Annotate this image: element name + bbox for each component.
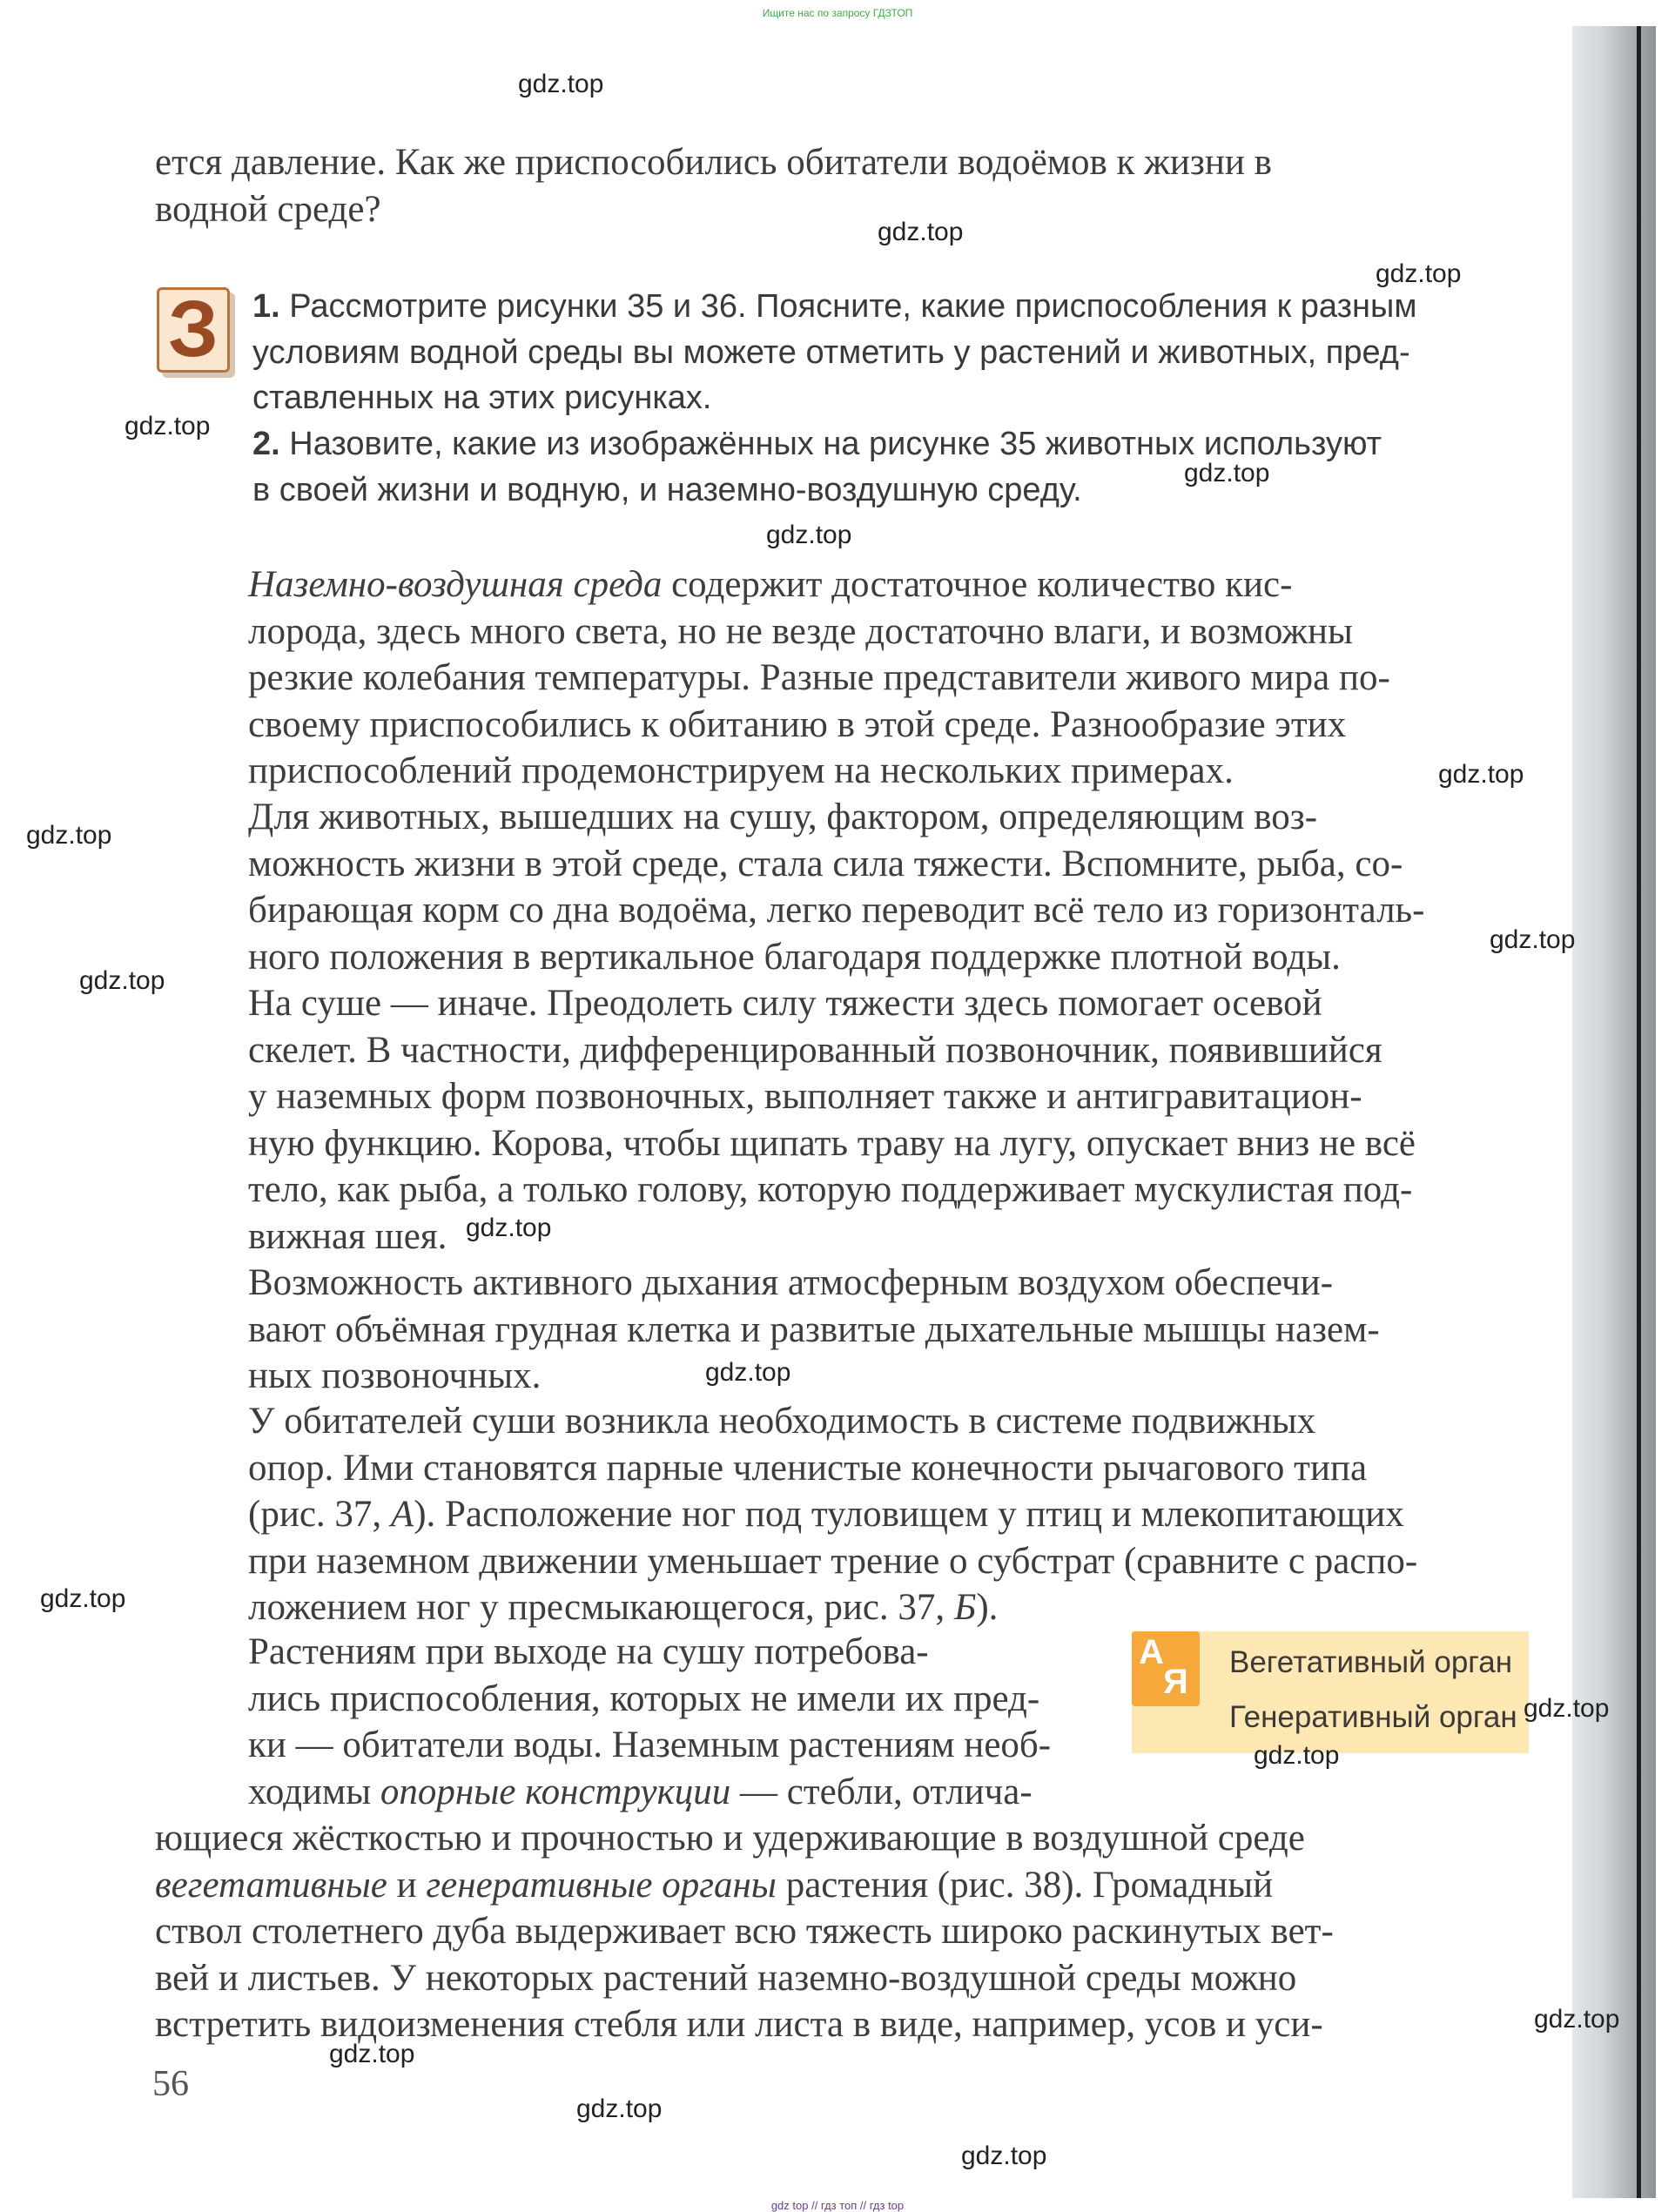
- task-icon: З: [157, 287, 230, 373]
- paragraph-skeleton: На суше — иначе. Преодолеть силу тяжести здесь помогает осевой скелет. В частности, дифференцированный позвоночник, появившийся у наземных форм позвоночных, выполняет также и антигравитацион- ную функцию. Корова, чтобы щипать траву на лугу, опускает вниз не всё тело, как рыба, а только голову, которую поддерживает мускулистая под- вижная шея.: [248, 983, 1416, 1257]
- watermark: gdz.top: [766, 521, 852, 549]
- watermark: gdz.top: [961, 2141, 1047, 2170]
- task-item-1: 1. Рассмотрите рисунки 35 и 36. Поясните, какие приспособления к разным условиям водной среды вы можете отметить у растений и животных, пред- ставленных на этих рисунках.: [252, 288, 1417, 416]
- watermark: gdz.top: [705, 1358, 791, 1387]
- watermark: gdz.top: [1376, 259, 1462, 288]
- watermark: gdz.top: [1490, 925, 1576, 954]
- paragraph-plants-narrow: Растениям при выходе на сушу потребова- лись приспособления, которых не имели их пред- ки — обитатели воды. Наземным растениям необ- ходимы опорные конструкции — стебли, отлича-: [248, 1631, 1052, 1812]
- watermark: gdz.top: [576, 2094, 663, 2123]
- page-edge-line: [1637, 26, 1641, 2198]
- paragraph-land-air-environment: Наземно-воздушная среда содержит достаточное количество кис- лорода, здесь много света, но не везде достаточно влаги, и возможны резкие колебания температуры. Разные представители живого мира по- своему приспособились к обитанию в этой среде. Разнообразие этих приспособлений продемонстрируем на нескольких примерах.: [248, 564, 1390, 791]
- watermark: gdz.top: [40, 1584, 126, 1613]
- watermark: gdz.top: [878, 218, 964, 246]
- bottom-banner: gdz top // гдз топ // гдз top: [770, 2199, 905, 2212]
- watermark: gdz.top: [518, 70, 604, 98]
- watermark: gdz.top: [26, 821, 112, 850]
- watermark: gdz.top: [1254, 1741, 1340, 1770]
- watermark: gdz.top: [1534, 2005, 1620, 2034]
- watermark: gdz.top: [466, 1214, 552, 1242]
- watermark: gdz.top: [1438, 760, 1524, 789]
- top-banner: Ищите нас по запросу ГДЗТОП: [762, 7, 913, 19]
- paragraph-limbs: У обитателей суши возникла необходимость в системе подвижных опор. Ими становятся парные членистые конечности рычагового типа (рис. 37, А). Расположение ног под туловищем у птиц и млекопитающих при наземном движении уменьшает трение о субстрат (сравните с распо- ложением ног у пресмыкающегося, рис. 37, Б).: [248, 1401, 1418, 1628]
- paragraph-breathing: Возможность активного дыхания атмосферным воздухом обеспечи- вают объёмная грудная клетка и развитые дыхательные мышцы назем- ных позвоночных.: [248, 1262, 1380, 1396]
- dictionary-icon: А Я: [1132, 1631, 1200, 1706]
- intro-paragraph: ется давление. Как же приспособились обитатели водоёмов к жизни в водной среде?: [155, 142, 1272, 230]
- page-number: 56: [152, 2064, 189, 2104]
- paragraph-plants-wide: ющиеся жёсткостью и прочностью и удерживающие в воздушной среде вегетативные и генеративные органы растения (рис. 38). Громадный ствол столетнего дуба выдерживает всю тяжесть широко раскинутых вет- вей и листьев. У некоторых растений наземно-воздушной среды можно встретить видоизменения стебля или листа в виде, например, усов и уси-: [155, 1818, 1334, 2045]
- watermark: gdz.top: [1184, 459, 1270, 487]
- watermark: gdz.top: [124, 412, 211, 440]
- task-item-2: 2. Назовите, какие из изображённых на рисунке 35 животных используют в своей жизни и водную, и наземно-воздушную среду.: [252, 426, 1382, 508]
- glossary-box: [1132, 1631, 1529, 1753]
- paragraph-gravity: Для животных, вышедших на сушу, фактором, определяющим воз- можность жизни в этой среде, стала сила тяжести. Вспомните, рыба, со- бирающая корм со дна водоёма, легко переводит всё тело из горизонталь- ного положения в вертикальное благодаря поддержке плотной воды.: [248, 797, 1425, 978]
- watermark: gdz.top: [329, 2040, 415, 2068]
- glossary-term-generative: Генеративный орган: [1229, 1700, 1517, 1734]
- watermark: gdz.top: [1524, 1694, 1610, 1723]
- watermark: gdz.top: [79, 966, 165, 995]
- glossary-term-vegetative: Вегетативный орган: [1229, 1645, 1513, 1679]
- page-edge-shadow: [1572, 26, 1656, 2198]
